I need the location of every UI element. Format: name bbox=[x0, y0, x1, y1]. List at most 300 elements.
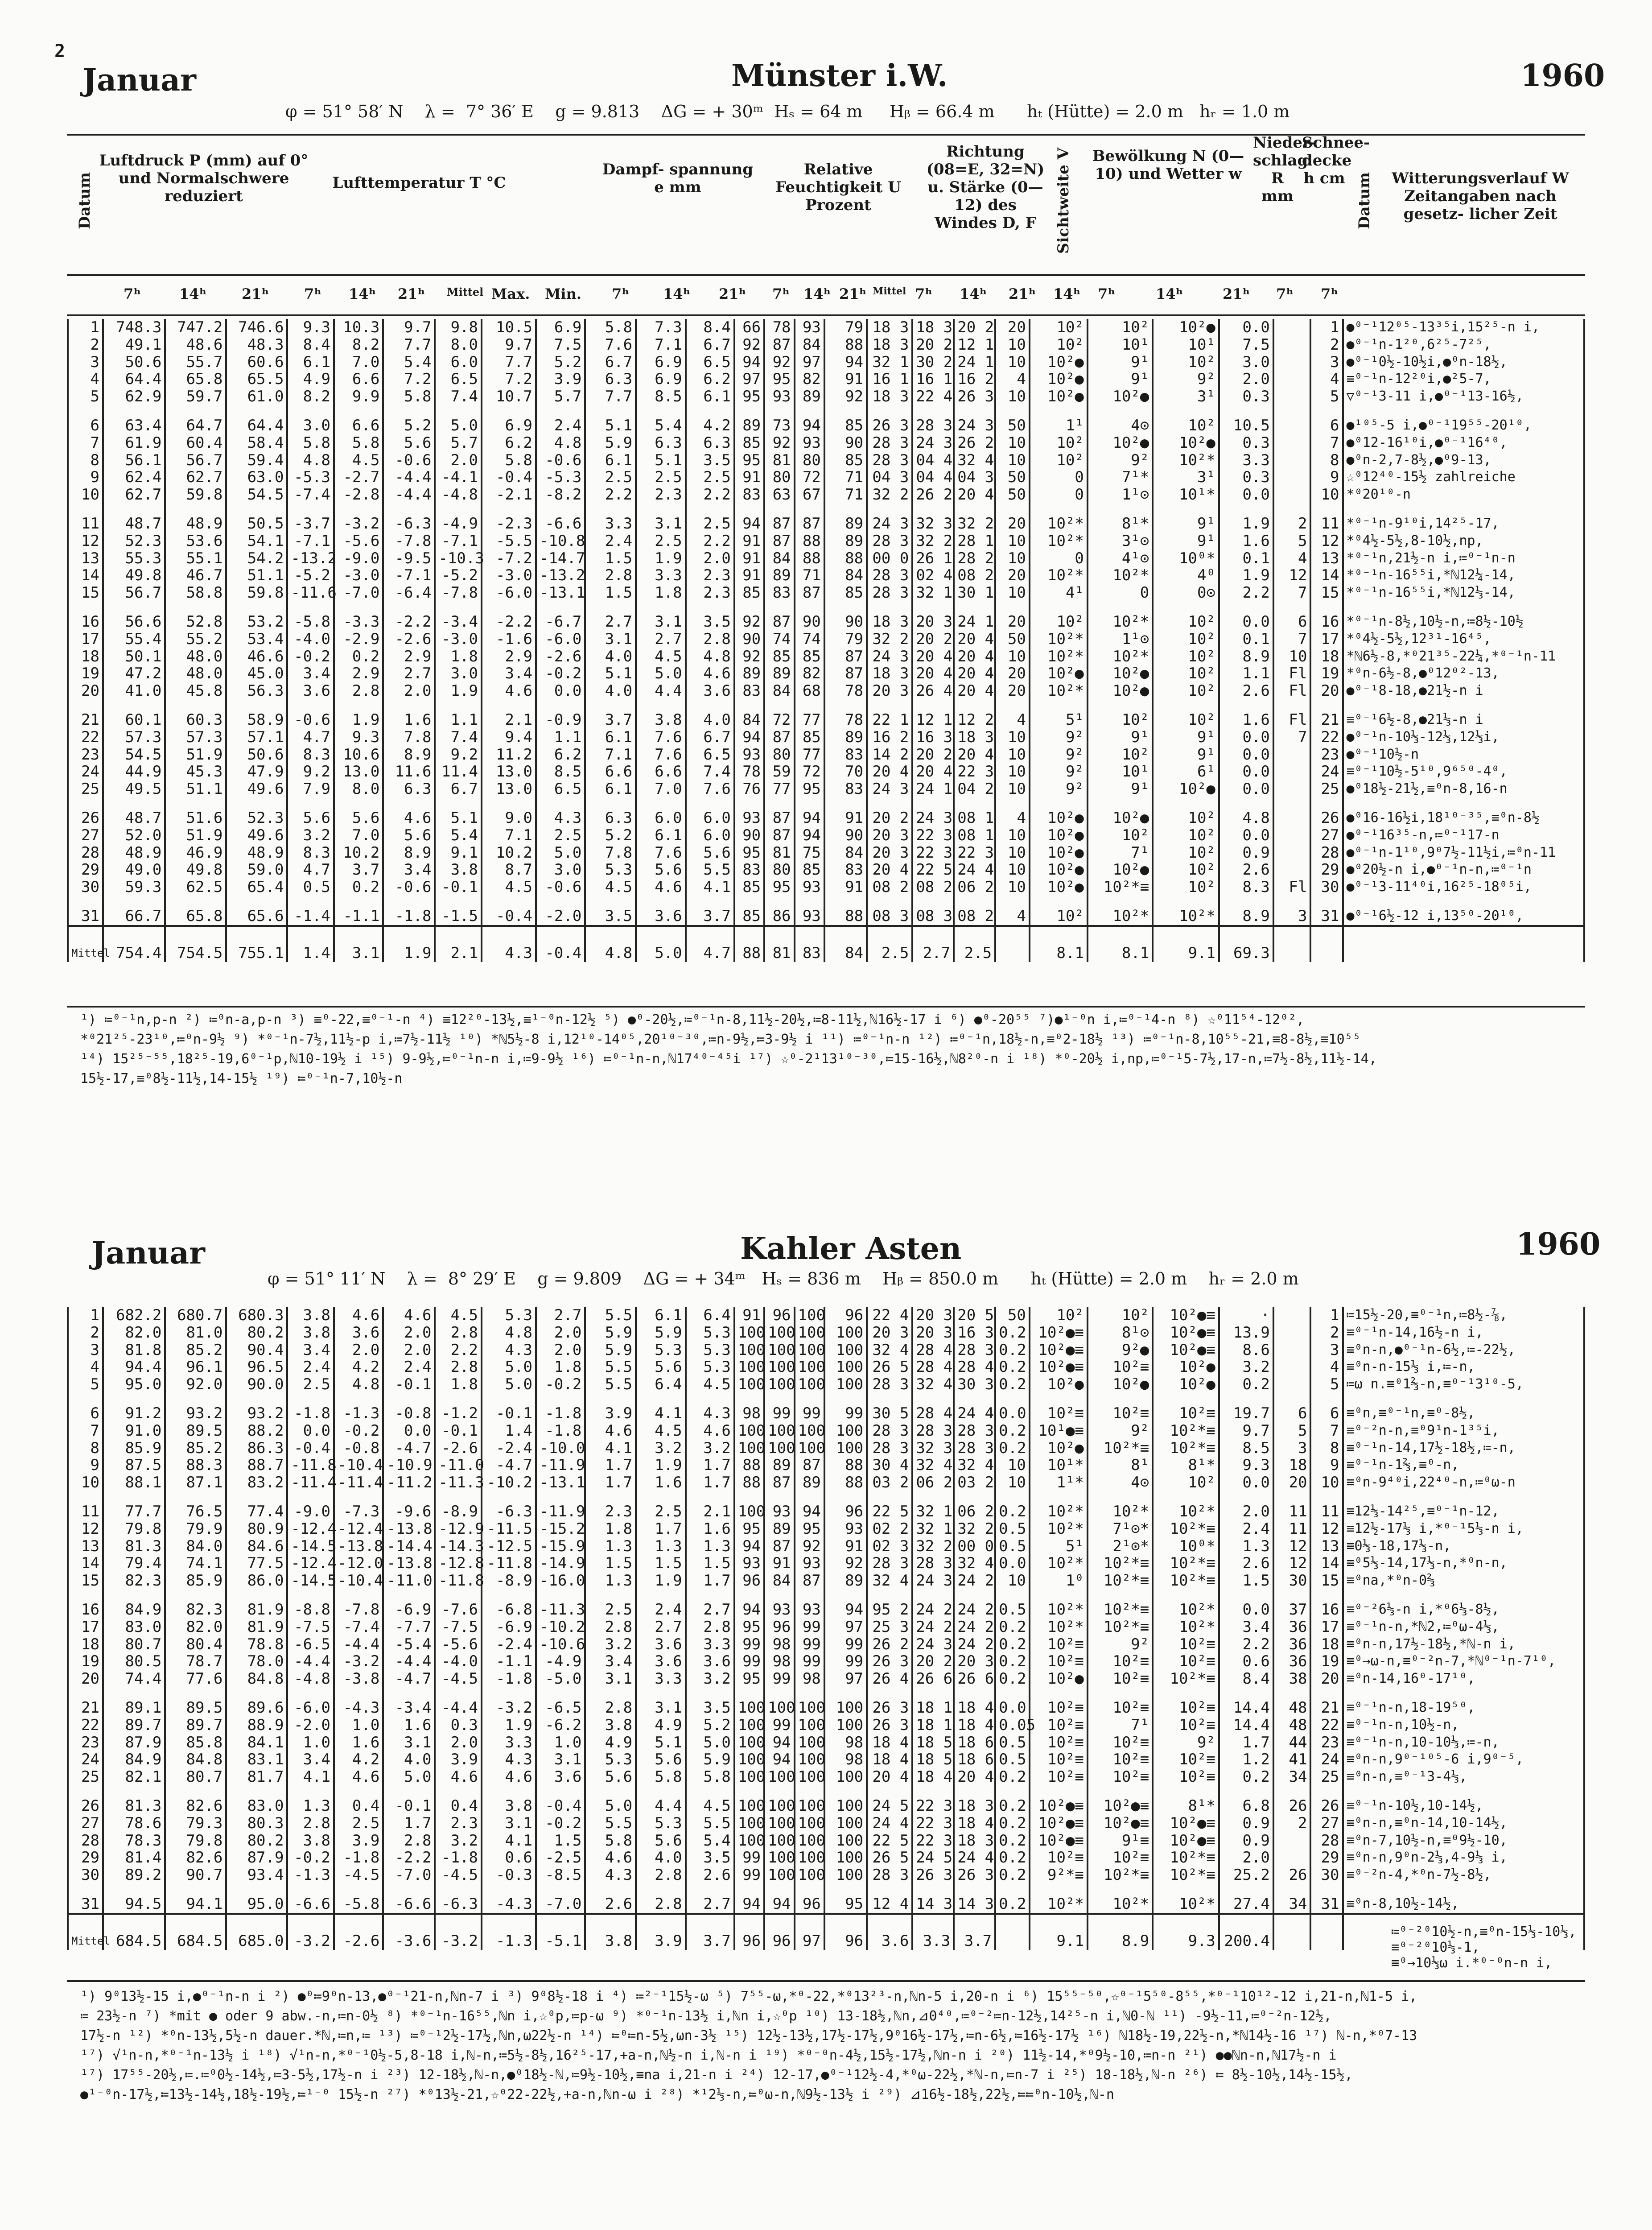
table-cell: -0.8 bbox=[334, 1440, 383, 1457]
table-cell: -7.1 bbox=[383, 567, 435, 584]
table-cell: -5.8 bbox=[334, 1884, 383, 1914]
table-cell: 10² bbox=[1153, 827, 1219, 844]
table-cell: 8.9 bbox=[1219, 896, 1273, 926]
table-cell: 2.8 bbox=[383, 1832, 435, 1850]
table-cell: 59.8 bbox=[226, 584, 287, 602]
table-cell: 89 bbox=[734, 665, 764, 682]
table-cell: 9¹ bbox=[1153, 504, 1219, 533]
table-cell: 18 6 bbox=[954, 1734, 995, 1751]
table-cell: 1.6 bbox=[1219, 533, 1273, 550]
table-cell: 9² bbox=[1153, 371, 1219, 388]
table-cell: 48 bbox=[1273, 1717, 1311, 1734]
table-cell: 94 bbox=[764, 1751, 794, 1768]
table-cell: 59.3 bbox=[103, 879, 165, 896]
table-cell: 0.2 bbox=[995, 1653, 1030, 1670]
table-cell: 10² bbox=[1153, 682, 1219, 700]
table-cell: ●⁰12-16¹⁰i,●⁰⁻¹16⁴⁰, bbox=[1343, 434, 1585, 452]
table-cell: 16 2 bbox=[867, 729, 912, 746]
table-cell: 93 bbox=[764, 1590, 794, 1619]
table-cell: 55.4 bbox=[103, 631, 165, 648]
table-cell: 1.9 bbox=[636, 1457, 686, 1474]
table-cell: 8.6 bbox=[1219, 1342, 1273, 1359]
table-cell: 10 bbox=[995, 861, 1030, 879]
table-cell: 7.5 bbox=[1219, 336, 1273, 354]
table-cell: 5.3 bbox=[585, 1751, 636, 1768]
table-cell: 6.2 bbox=[536, 746, 585, 764]
table-cell: 93 bbox=[795, 1590, 824, 1619]
table-cell: 0.2 bbox=[995, 1884, 1030, 1914]
table-cell: 100 bbox=[764, 1440, 794, 1457]
table-cell: 4.3 bbox=[482, 1342, 536, 1359]
table-cell: 10²● bbox=[1153, 780, 1219, 798]
top-table-bottom bbox=[67, 1006, 1585, 1008]
table-cell: -3.2 bbox=[334, 1653, 383, 1670]
table-cell: 47.9 bbox=[226, 763, 287, 780]
table-cell: 18 6 bbox=[954, 1751, 995, 1768]
table-cell: 0.2 bbox=[995, 1342, 1030, 1359]
table-cell: 27 bbox=[68, 1815, 103, 1832]
table-cell: ●⁰⁻¹6½-12 i,13⁵⁰-20¹⁰, bbox=[1343, 896, 1585, 926]
table-cell: *⁰4½-5½,12³¹-16⁴⁵, bbox=[1343, 631, 1585, 648]
table-cell: 7.2 bbox=[383, 371, 435, 388]
table-cell: 4⊙ bbox=[1088, 405, 1153, 434]
table-cell: 21 bbox=[1310, 1688, 1343, 1717]
table-cell: 7.4 bbox=[686, 763, 734, 780]
table-cell: 12 1 bbox=[912, 700, 954, 729]
table-cell: -6.0 bbox=[287, 1688, 334, 1717]
table-cell: -2.2 bbox=[383, 602, 435, 631]
table-cell: 8.5 bbox=[636, 388, 686, 405]
table-cell: 50.6 bbox=[103, 354, 165, 371]
table-cell: ≡⁰⁻²6⅓-n i,*⁰6⅓-8½, bbox=[1343, 1590, 1585, 1619]
table-cell: 3.9 bbox=[585, 1393, 636, 1422]
table-cell: 0.2 bbox=[995, 1849, 1030, 1867]
table-cell: 0.0 bbox=[1219, 780, 1273, 798]
table-row bbox=[68, 798, 1584, 827]
table-cell: 10²≡ bbox=[1030, 1849, 1088, 1867]
table-cell: 15 bbox=[1310, 584, 1343, 602]
table-cell: 0.0 bbox=[995, 1555, 1030, 1572]
table-cell: 14 bbox=[1310, 1555, 1343, 1572]
table-cell: 5.0 bbox=[536, 844, 585, 862]
table-cell: 5.9 bbox=[636, 1324, 686, 1342]
table-cell: 48 bbox=[1273, 1688, 1311, 1717]
table-cell: 3.1 bbox=[536, 1751, 585, 1768]
table-cell: 10²●≡ bbox=[1030, 1342, 1088, 1359]
table-cell: 6.0 bbox=[636, 798, 686, 827]
table-row bbox=[68, 896, 1584, 926]
table-cell: 5.1 bbox=[585, 665, 636, 682]
table-cell: -9.5 bbox=[383, 550, 435, 567]
table-cell: 89.1 bbox=[103, 1688, 165, 1717]
table-cell: 94 bbox=[734, 1538, 764, 1555]
table-cell: 81.7 bbox=[226, 1768, 287, 1786]
table-cell: 6.3 bbox=[585, 798, 636, 827]
table-cell: 10²●≡ bbox=[1088, 1815, 1153, 1832]
table-cell: 8.2 bbox=[287, 388, 334, 405]
table-cell: -12.4 bbox=[287, 1555, 334, 1572]
table-cell: 10² bbox=[1153, 798, 1219, 827]
table-cell: 65.8 bbox=[165, 371, 226, 388]
table-cell: -6.9 bbox=[482, 1619, 536, 1636]
table-cell: 30 3 bbox=[954, 1376, 995, 1393]
table-cell: 26 1 bbox=[912, 550, 954, 567]
table-cell: 93.4 bbox=[226, 1867, 287, 1884]
table-row bbox=[68, 1342, 1584, 1359]
table-row bbox=[68, 1440, 1584, 1457]
table-cell: -4.7 bbox=[383, 1670, 435, 1688]
table-cell: 2.2 bbox=[1219, 584, 1273, 602]
table-cell: 28 3 bbox=[867, 452, 912, 469]
table-cell: 18 4 bbox=[912, 1768, 954, 1786]
table-cell: 1.7 bbox=[686, 1457, 734, 1474]
table-cell: 90 bbox=[824, 602, 867, 631]
table-cell: 67 bbox=[795, 486, 824, 504]
table-cell: -4.4 bbox=[334, 1636, 383, 1653]
table-cell: 89 bbox=[824, 729, 867, 746]
table-cell: 89 bbox=[764, 1520, 794, 1538]
table-cell: 0.0 bbox=[383, 1422, 435, 1440]
table-cell: 3.1 bbox=[585, 631, 636, 648]
table-cell: 32 4 bbox=[954, 1457, 995, 1474]
table-cell: ▽⁰⁻¹3-11 i,●⁰⁻¹13-16½, bbox=[1343, 388, 1585, 405]
table-cell: 31 bbox=[1310, 1884, 1343, 1914]
table-cell: 100 bbox=[764, 1832, 794, 1850]
table-cell: 1.2 bbox=[1219, 1751, 1273, 1768]
table-cell: 4.4 bbox=[636, 1786, 686, 1815]
table-cell: ≡⁰⁻²n-n,≡⁰9¹n-1³⁵i, bbox=[1343, 1422, 1585, 1440]
table-cell: 93.2 bbox=[165, 1393, 226, 1422]
table-cell: 87 bbox=[795, 584, 824, 602]
table-cell: 10²* bbox=[1088, 1491, 1153, 1520]
table-cell: 85 bbox=[734, 584, 764, 602]
table-cell: -0.2 bbox=[536, 1376, 585, 1393]
table-cell: 20 3 bbox=[954, 1653, 995, 1670]
table-cell: 68 bbox=[795, 682, 824, 700]
table-cell: 51.1 bbox=[165, 780, 226, 798]
table-cell: 03 2 bbox=[954, 1474, 995, 1491]
table-cell: ●⁰⁻¹12⁰⁵-13³⁵i,15²⁵-n i, bbox=[1343, 319, 1585, 336]
table-cell: 10²≡ bbox=[1088, 1768, 1153, 1786]
table-cell: 9¹≡ bbox=[1088, 1832, 1153, 1850]
table-cell: 49.6 bbox=[226, 827, 287, 844]
table-cell: 20 bbox=[995, 682, 1030, 700]
table-cell: 2.0 bbox=[383, 1324, 435, 1342]
table-cell: 22 3 bbox=[912, 1832, 954, 1850]
table-cell: 10²● bbox=[1088, 798, 1153, 827]
table-cell: 10²≡ bbox=[1088, 1653, 1153, 1670]
table-row bbox=[68, 1688, 1584, 1717]
table-cell: -6.2 bbox=[536, 1717, 585, 1734]
table-cell: -7.6 bbox=[435, 1590, 482, 1619]
table-cell: 30 bbox=[68, 1867, 103, 1884]
table-cell: 3.3 bbox=[636, 1670, 686, 1688]
table-cell: 24 bbox=[68, 763, 103, 780]
table-cell: 10² bbox=[1153, 354, 1219, 371]
table-cell: 10²≡ bbox=[1088, 1688, 1153, 1717]
table-cell: 95 bbox=[734, 1520, 764, 1538]
table-cell: 22 3 bbox=[912, 1786, 954, 1815]
table-cell: 10²*≡ bbox=[1153, 1867, 1219, 1884]
table-cell: 56.7 bbox=[103, 584, 165, 602]
table-cell: 2.7 bbox=[383, 665, 435, 682]
table-cell: 1.3 bbox=[636, 1538, 686, 1555]
table-cell: 0.2 bbox=[995, 1324, 1030, 1342]
table-cell: ●⁰20½-n i,●⁰⁻¹n-n,≔⁰⁻¹n bbox=[1343, 861, 1585, 879]
table-cell: 2 bbox=[1273, 1815, 1311, 1832]
table-cell: -10.4 bbox=[334, 1457, 383, 1474]
table-cell: 94.4 bbox=[103, 1359, 165, 1376]
table-cell: 100 bbox=[795, 1815, 824, 1832]
table-cell: 28 3 bbox=[912, 1422, 954, 1440]
bottom-extra-w-1: ≔⁰⁻²⁰10½-n,≡⁰n-15⅓-10⅓, bbox=[1391, 1924, 1577, 1940]
table-cell: -11.8 bbox=[435, 1572, 482, 1590]
table-cell: -10.9 bbox=[383, 1457, 435, 1474]
table-cell: -6.0 bbox=[482, 584, 536, 602]
table-cell: 1⁰ bbox=[1030, 1572, 1088, 1590]
table-cell: 8.4 bbox=[1219, 1670, 1273, 1688]
table-cell: 84.0 bbox=[165, 1538, 226, 1555]
table-cell: 5.2 bbox=[536, 354, 585, 371]
table-cell: *⁰⁻¹n,21½-n i,≔⁰⁻¹n-n bbox=[1343, 550, 1585, 567]
table-cell: 88.2 bbox=[226, 1422, 287, 1440]
table-cell: -11.9 bbox=[536, 1491, 585, 1520]
table-cell: 2.1 bbox=[435, 926, 482, 962]
table-cell: 04 4 bbox=[912, 452, 954, 469]
table-cell: 5.2 bbox=[686, 1717, 734, 1734]
table-cell: 15 bbox=[1310, 1572, 1343, 1590]
table-cell: 4.8 bbox=[585, 926, 636, 962]
table-cell: 1 bbox=[1310, 319, 1343, 336]
table-cell: 16 bbox=[68, 602, 103, 631]
table-cell: 82.3 bbox=[165, 1590, 226, 1619]
table-cell: 06 2 bbox=[954, 879, 995, 896]
table-cell: 3.6 bbox=[686, 1653, 734, 1670]
table-cell: 5 bbox=[1273, 533, 1311, 550]
table-cell: 9 bbox=[68, 1457, 103, 1474]
table-cell: 4 bbox=[995, 700, 1030, 729]
table-cell: 5.8 bbox=[482, 452, 536, 469]
table-cell: 94 bbox=[734, 1590, 764, 1619]
table-cell: 100 bbox=[734, 1786, 764, 1815]
table-cell: 45.3 bbox=[165, 763, 226, 780]
table-cell: 9² bbox=[1030, 763, 1088, 780]
table-cell: 10⁰* bbox=[1153, 1538, 1219, 1555]
bottom-footnote-1: ¹) 9⁰13½-15 i,●⁰⁻¹n-n i ²) ●⁰≔9⁰n-13,●⁰⁻¹21-n,ℕn-7 i ³) 9⁰8½-18 i ⁴) ≔²⁻¹15½-ω ⁵) 7⁵⁵-ω,*⁰-22,*⁰13²³-n,ℕn-5 i,20-n i ⁶) 15⁵⁵⁻⁵⁰,☆⁰⁻¹5⁵⁰-8⁵⁵,*⁰⁻¹10¹²-12 i,21-n,ℕ1-5 i, bbox=[80, 1989, 1417, 2004]
table-cell: 7¹ bbox=[1088, 844, 1153, 862]
table-cell: 87 bbox=[764, 1474, 794, 1491]
table-cell bbox=[1273, 1307, 1311, 1324]
table-cell: ≡⁰n-7,10½-n,≡⁰9½-10, bbox=[1343, 1832, 1585, 1850]
table-cell: 98 bbox=[764, 1636, 794, 1653]
table-cell: -3.4 bbox=[383, 1688, 435, 1717]
table-cell: -2.9 bbox=[334, 631, 383, 648]
table-cell: -0.1 bbox=[482, 1393, 536, 1422]
table-cell: 3.3 bbox=[585, 504, 636, 533]
table-cell: 95 bbox=[795, 1520, 824, 1538]
table-cell: 36 bbox=[1273, 1653, 1311, 1670]
table-cell: 3.5 bbox=[585, 896, 636, 926]
table-cell: 0.2 bbox=[995, 1376, 1030, 1393]
table-cell: 83 bbox=[795, 926, 824, 962]
table-cell: 10² bbox=[1088, 827, 1153, 844]
table-cell: -11.8 bbox=[287, 1457, 334, 1474]
table-cell: 10²* bbox=[1030, 567, 1088, 584]
table-cell: 0.0 bbox=[1219, 746, 1273, 764]
table-cell: 94.1 bbox=[165, 1884, 226, 1914]
table-cell: *⁰⁻¹n-16⁵⁵i,*ℕ12¼-14, bbox=[1343, 567, 1585, 584]
table-cell: 9.3 bbox=[334, 729, 383, 746]
table-cell: 10²*≡ bbox=[1088, 1572, 1153, 1590]
table-cell: 2.4 bbox=[383, 1359, 435, 1376]
table-cell: 3.8 bbox=[287, 1832, 334, 1850]
table-cell: 0.2 bbox=[995, 1670, 1030, 1688]
table-cell: 2.6 bbox=[585, 1884, 636, 1914]
table-cell: 32 4 bbox=[954, 1555, 995, 1572]
table-cell: 02 2 bbox=[867, 1520, 912, 1538]
table-cell: -4.3 bbox=[334, 1688, 383, 1717]
table-cell: 11 bbox=[1273, 1491, 1311, 1520]
table-cell: 30 bbox=[1310, 1867, 1343, 1884]
table-cell: 26 5 bbox=[867, 1849, 912, 1867]
table-cell: 3.4 bbox=[287, 665, 334, 682]
table-cell: 6.0 bbox=[435, 354, 482, 371]
table-cell: 10.5 bbox=[482, 319, 536, 336]
table-cell: 79 bbox=[824, 319, 867, 336]
table-cell: 680.7 bbox=[165, 1307, 226, 1324]
table-cell: -4.0 bbox=[287, 631, 334, 648]
table-cell: 94 bbox=[734, 729, 764, 746]
bottom-footnote-5: ¹⁷) 17⁵⁵-20½,≔.≔⁰0½-14½,≔3-5½,17½-n i ²³) 12-18½,ℕ-n,●⁰18½-ℕ,≔9½-10½,≡na i,21-n i ²⁴) 12-17,●⁰⁻¹12½-4,*⁰ω-22½,*ℕ-n,≔n-7 i ²⁵) 18-18½,ℕ-n ²⁶) ≔ 8½-10½,14½-15½, bbox=[80, 2067, 1353, 2083]
table-cell: 23 bbox=[68, 1734, 103, 1751]
table-cell: 79.8 bbox=[103, 1520, 165, 1538]
table-cell: 10²●≡ bbox=[1153, 1832, 1219, 1850]
table-cell: 82.6 bbox=[165, 1786, 226, 1815]
table-cell: 4.0 bbox=[383, 1751, 435, 1768]
table-cell: 81.9 bbox=[226, 1590, 287, 1619]
table-cell: 100 bbox=[764, 1422, 794, 1440]
table-cell: 0.0 bbox=[536, 682, 585, 700]
table-cell: 10²*≡ bbox=[1088, 1867, 1153, 1884]
table-cell: -3.0 bbox=[435, 631, 482, 648]
table-cell bbox=[1273, 434, 1311, 452]
table-cell: 8.4 bbox=[287, 336, 334, 354]
table-cell: 20 4 bbox=[867, 763, 912, 780]
table-cell: 94 bbox=[824, 1590, 867, 1619]
table-cell: 24 bbox=[1310, 763, 1343, 780]
table-cell: 5.3 bbox=[585, 861, 636, 879]
table-row bbox=[68, 1751, 1584, 1768]
table-cell: 6.6 bbox=[334, 371, 383, 388]
table-cell: 89 bbox=[795, 1474, 824, 1491]
hdr-datum2: Datum bbox=[1355, 172, 1373, 229]
table-cell: 10²● bbox=[1088, 665, 1153, 682]
table-row bbox=[68, 504, 1584, 533]
table-cell: 83 bbox=[734, 682, 764, 700]
table-cell: 0.0 bbox=[1219, 763, 1273, 780]
table-cell bbox=[1343, 926, 1585, 962]
table-cell: 26 bbox=[68, 798, 103, 827]
table-cell: 85 bbox=[824, 584, 867, 602]
table-cell: 81 bbox=[764, 844, 794, 862]
table-cell: *ℕ6½-8,*⁰21³⁵-22¼,*⁰⁻¹n-11 bbox=[1343, 648, 1585, 665]
table-cell: 24 2 bbox=[912, 1590, 954, 1619]
table-cell: 5.0 bbox=[383, 1768, 435, 1786]
table-cell: -4.7 bbox=[482, 1457, 536, 1474]
table-cell: 83 bbox=[824, 746, 867, 764]
table-cell: 84.9 bbox=[103, 1590, 165, 1619]
table-cell: 4.5 bbox=[585, 879, 636, 896]
table-cell: 100 bbox=[734, 1717, 764, 1734]
table-cell: 28 3 bbox=[867, 584, 912, 602]
table-cell: -7.1 bbox=[287, 533, 334, 550]
table-cell: -0.3 bbox=[482, 1867, 536, 1884]
table-cell: -5.6 bbox=[435, 1636, 482, 1653]
table-cell: 91 bbox=[734, 533, 764, 550]
table-cell: 10²≡ bbox=[1030, 1688, 1088, 1717]
table-cell: 12 bbox=[1273, 1538, 1311, 1555]
table-cell: 21 bbox=[68, 1688, 103, 1717]
table-cell: 100 bbox=[824, 1359, 867, 1376]
table-cell: -2.8 bbox=[334, 486, 383, 504]
table-cell: 22 5 bbox=[867, 1832, 912, 1850]
table-cell: 2.3 bbox=[686, 584, 734, 602]
table-cell: 31 bbox=[1310, 896, 1343, 926]
table-cell: 53.6 bbox=[165, 533, 226, 550]
table-cell: 20 bbox=[995, 665, 1030, 682]
table-row bbox=[68, 533, 1584, 550]
table-cell: 10²*≡ bbox=[1088, 879, 1153, 896]
table-cell: -2.6 bbox=[334, 1914, 383, 1950]
table-cell: 22 4 bbox=[867, 1307, 912, 1324]
table-cell: 10²*≡ bbox=[1088, 1555, 1153, 1572]
table-cell: 18 4 bbox=[867, 1734, 912, 1751]
table-cell: -9.6 bbox=[383, 1491, 435, 1520]
table-cell: 41.0 bbox=[103, 682, 165, 700]
table-cell: 20 2 bbox=[867, 798, 912, 827]
table-cell: 0.3 bbox=[1219, 388, 1273, 405]
table-cell: 0.2 bbox=[995, 1786, 1030, 1815]
table-cell: 45.8 bbox=[165, 682, 226, 700]
table-cell: 00 0 bbox=[867, 550, 912, 567]
table-cell: 100 bbox=[734, 1768, 764, 1786]
table-cell: 10²*≡ bbox=[1088, 1590, 1153, 1619]
table-cell: 88 bbox=[824, 550, 867, 567]
table-cell: 17 bbox=[68, 1619, 103, 1636]
table-cell: 28 4 bbox=[912, 1342, 954, 1359]
table-cell: ●⁰n-2,7-8½,●⁰9-13, bbox=[1343, 452, 1585, 469]
table-cell bbox=[995, 926, 1030, 962]
table-cell: 10.3 bbox=[334, 319, 383, 336]
table-cell: 50.5 bbox=[226, 504, 287, 533]
table-cell: 2.6 bbox=[1219, 682, 1273, 700]
table-cell: 84.6 bbox=[226, 1538, 287, 1555]
page-number: 2 bbox=[54, 41, 66, 62]
table-cell: 24 4 bbox=[954, 861, 995, 879]
table-cell: 95 bbox=[734, 844, 764, 862]
table-cell: 10²* bbox=[1030, 1555, 1088, 1572]
table-cell: 10² bbox=[1030, 434, 1088, 452]
table-cell: 11 bbox=[68, 1491, 103, 1520]
table-cell: 93 bbox=[795, 434, 824, 452]
table-row bbox=[68, 1867, 1584, 1884]
table-cell: 2.6 bbox=[1219, 1555, 1273, 1572]
table-cell: 16 2 bbox=[954, 371, 995, 388]
table-cell: 9.2 bbox=[435, 746, 482, 764]
table-cell: 18 4 bbox=[954, 1717, 995, 1734]
table-cell: 19 bbox=[68, 1653, 103, 1670]
table-cell: 6.3 bbox=[383, 780, 435, 798]
